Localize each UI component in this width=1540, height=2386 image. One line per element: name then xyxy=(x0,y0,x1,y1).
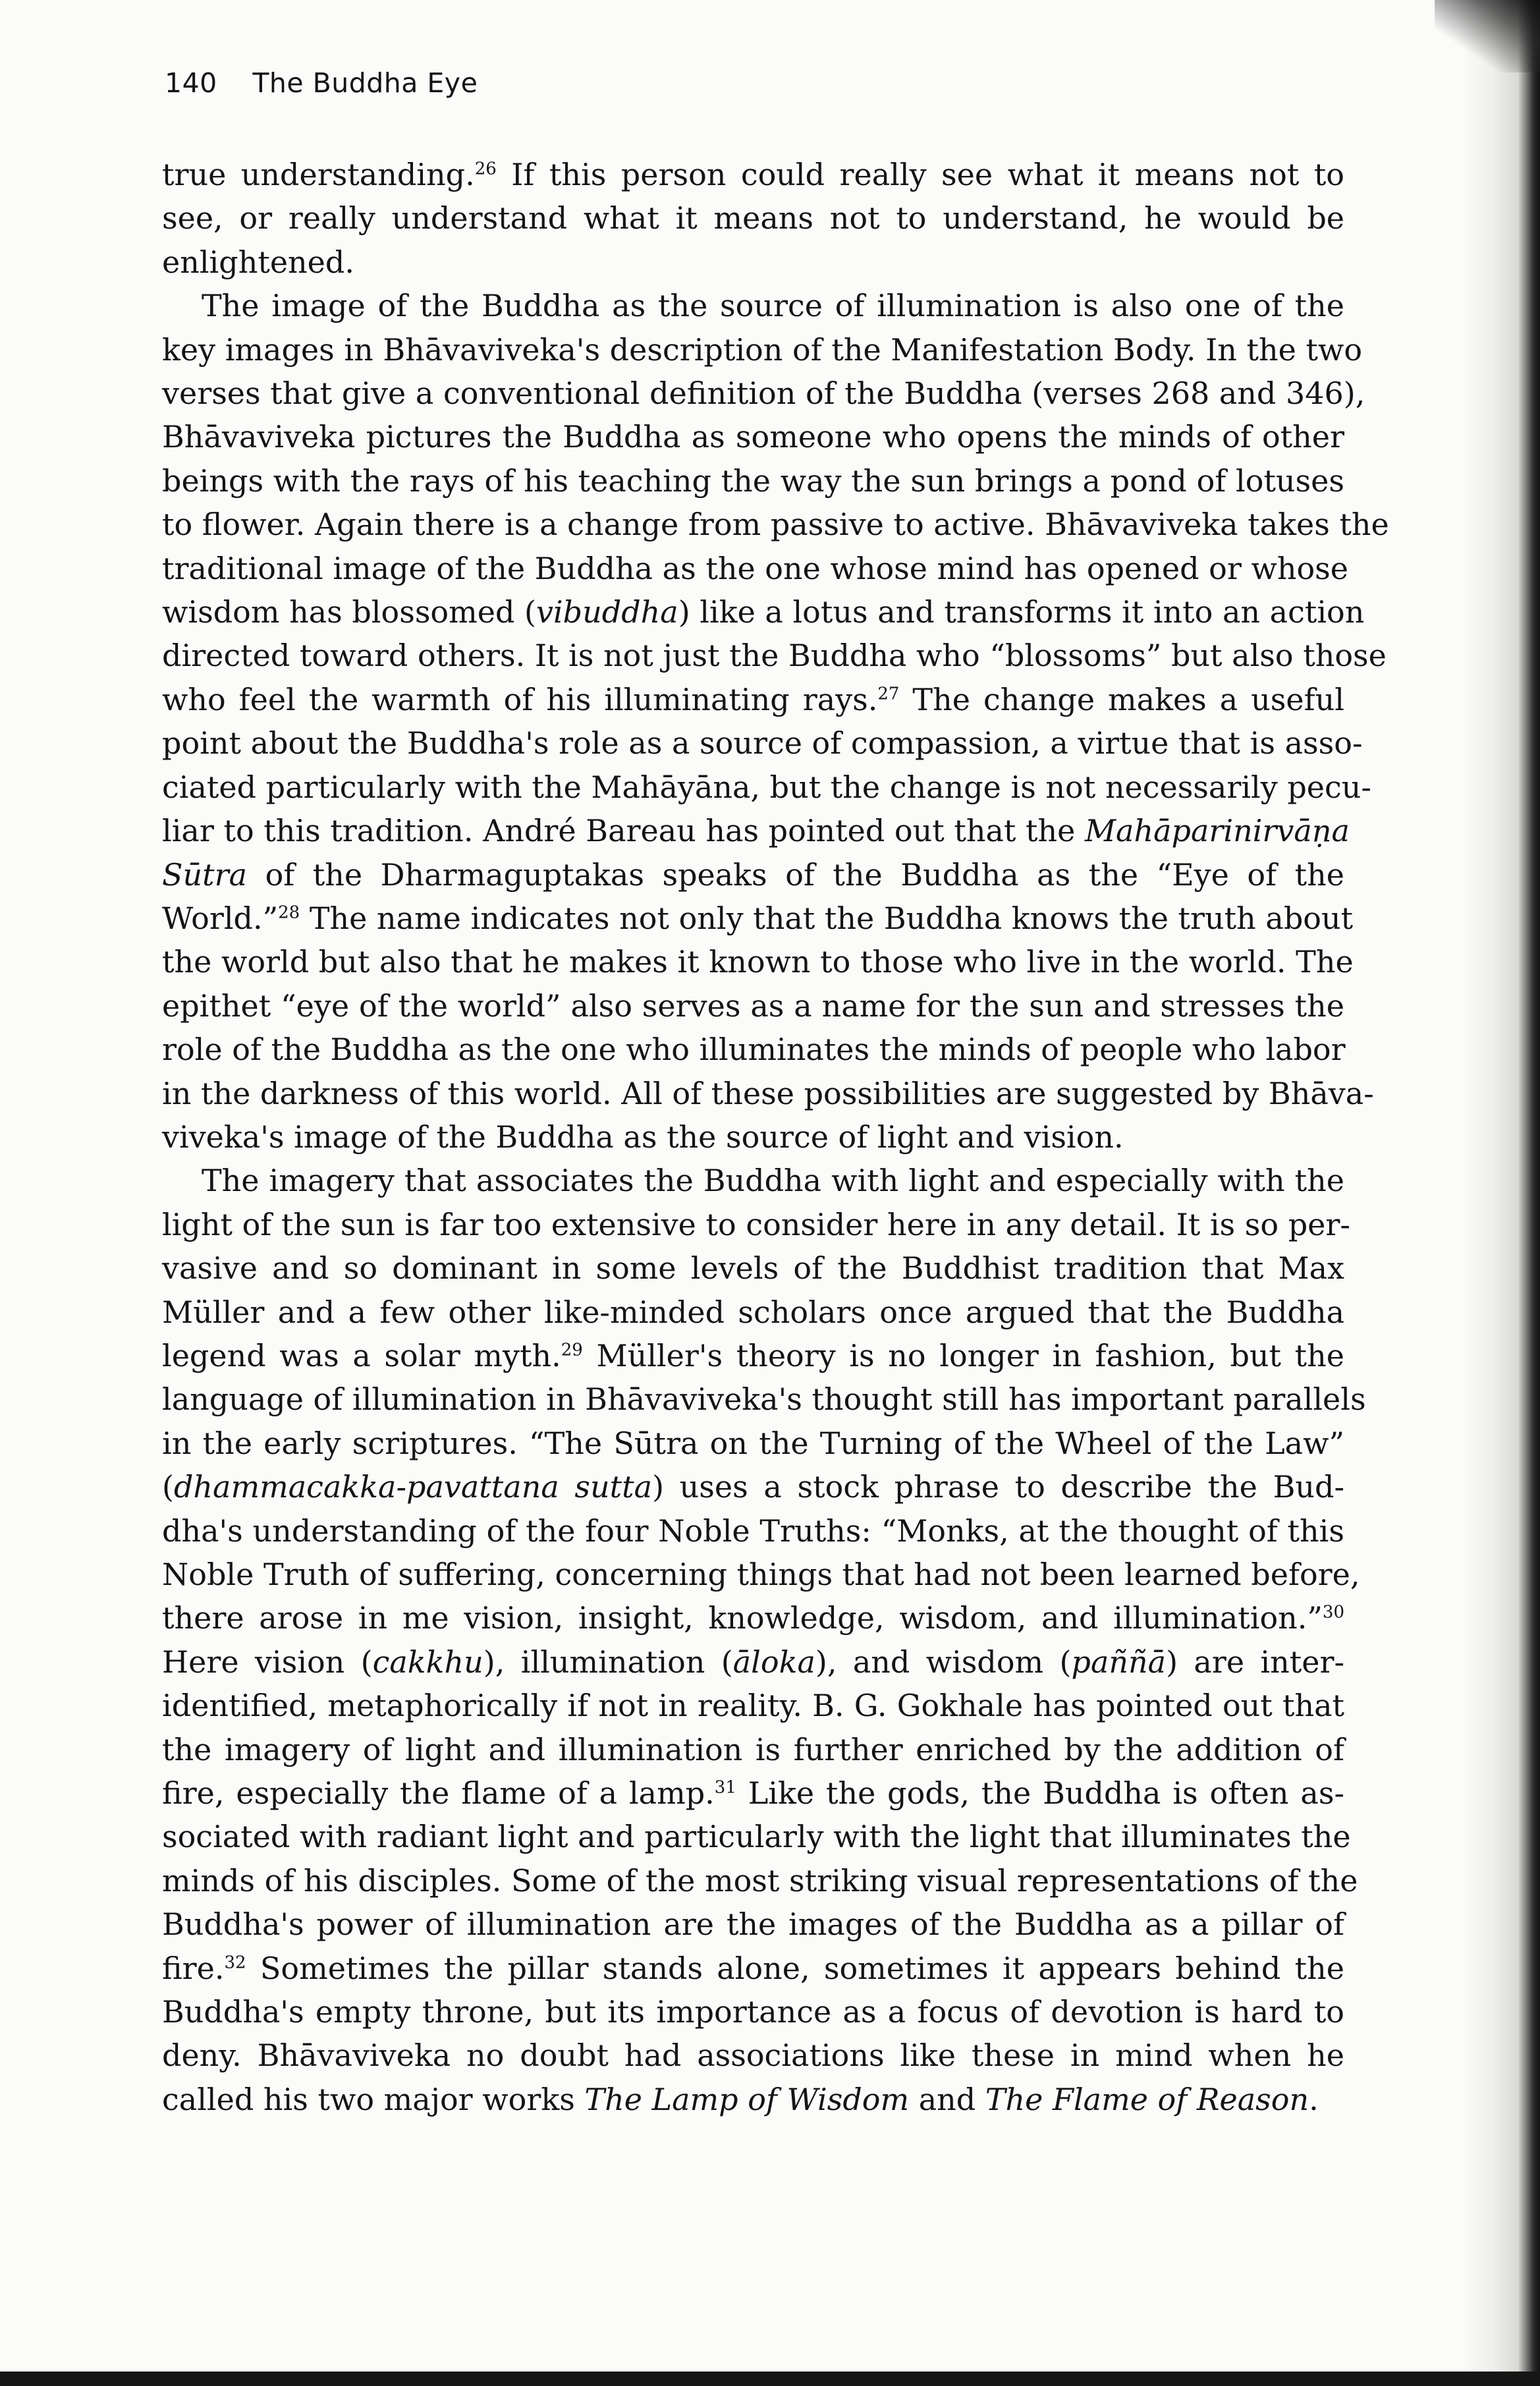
text-line: there arose in me vision, insight, knowledge, wisdom, and illumination.”$^{30}$ xyxy=(162,1600,1344,1636)
text-line: dha's understanding of the four Noble Truths: “Monks, at the thought of this xyxy=(162,1512,1344,1549)
text-line: the imagery of light and illumination is further enriched by the addition of xyxy=(162,1731,1344,1767)
text-line: the world but also that he makes it known to those who live in the world. The xyxy=(162,944,1354,980)
text-line: fire, especially the flame of a lamp.$^{31}$ Like the gods, the Buddha is often as- xyxy=(162,1775,1344,1812)
text-line: viveka's image of the Buddha as the source of light and vision. xyxy=(162,1119,1124,1155)
footnote-ref: 27 xyxy=(877,684,900,704)
text-line: sociated with radiant light and particularly with the light that illuminates the xyxy=(162,1819,1351,1855)
footnote-ref: 26 xyxy=(474,159,497,179)
page-corner-shadow xyxy=(1435,0,1540,72)
text-line: traditional image of the Buddha as the one whose mind has opened or whose xyxy=(162,550,1349,586)
running-title: The Buddha Eye xyxy=(252,67,478,99)
text-line: Buddha's empty throne, but its importance as a focus of devotion is hard to xyxy=(162,1994,1344,2030)
footnote-ref: 29 xyxy=(561,1340,583,1360)
page-number: 140 xyxy=(165,67,217,99)
text-line: deny. Bhāvaviveka no doubt had associations like these in mind when he xyxy=(162,2038,1344,2074)
paragraph-3 xyxy=(162,1159,1366,2121)
text-line: World.”$^{28}$ The name indicates not only that the Buddha knows the truth about xyxy=(162,900,1354,936)
text-line: called his two major works The Lamp of Wisdom and The Flame of Reason. xyxy=(162,2081,1319,2117)
paragraph-1 xyxy=(162,153,1344,284)
text-line: Noble Truth of suffering, concerning things that had not been learned before, xyxy=(162,1557,1360,1592)
text-line: light of the sun is far too extensive to consider here in any detail. It is so per- xyxy=(162,1206,1350,1242)
text-line: (dhammacakka-pavattana sutta) uses a stock phrase to describe the Bud- xyxy=(162,1469,1344,1505)
text-line: point about the Buddha's role as a source of compassion, a virtue that is asso- xyxy=(162,725,1363,762)
text-line: see, or really understand what it means not to understand, he would be xyxy=(162,200,1344,236)
text-line: ciated particularly with the Mahāyāna, but the change is not necessarily pecu- xyxy=(162,769,1371,805)
text-line: verses that give a conventional definition of the Buddha (verses 268 and 346), xyxy=(162,375,1365,412)
text-line: Bhāvaviveka pictures the Buddha as someone who opens the minds of other xyxy=(162,419,1344,455)
body-text xyxy=(162,153,1389,2121)
text-line: fire.$^{32}$ Sometimes the pillar stands alone, sometimes it appears behind the xyxy=(162,1950,1344,1986)
text-line: legend was a solar myth.$^{29}$ Müller's theory is no longer in fashion, but the xyxy=(162,1337,1344,1373)
text-line: Sūtra of the Dharmaguptakas speaks of the Buddha as the “Eye of the xyxy=(162,856,1344,893)
text-line: language of illumination in Bhāvaviveka's thought still has important parallels xyxy=(162,1381,1366,1418)
running-head xyxy=(165,67,478,99)
paragraph-2 xyxy=(162,284,1389,1159)
text-line: identified, metaphorically if not in reality. B. G. Gokhale has pointed out that xyxy=(162,1688,1344,1724)
scan-bottom-edge xyxy=(0,2372,1540,2386)
text-line: vasive and so dominant in some levels of the Buddhist tradition that Max xyxy=(162,1250,1344,1287)
footnote-ref: 30 xyxy=(1322,1603,1344,1623)
text-line: true understanding.$^{26}$ If this person could really see what it means not to xyxy=(162,157,1344,192)
text-line: Müller and a few other like-minded scholars once argued that the Buddha xyxy=(162,1294,1344,1330)
text-line: who feel the warmth of his illuminating rays.$^{27}$ The change makes a useful xyxy=(162,681,1344,717)
text-line: to flower. Again there is a change from passive to active. Bhāvaviveka takes the xyxy=(162,507,1389,543)
footnote-ref: 32 xyxy=(224,1953,246,1973)
footnote-ref: 31 xyxy=(714,1777,736,1798)
text-line: epithet “eye of the world” also serves as a name for the sun and stresses the xyxy=(162,987,1344,1024)
text-line: in the darkness of this world. All of these possibilities are suggested by Bhāva- xyxy=(162,1075,1374,1111)
text-line: The image of the Buddha as the source of illumination is also one of the xyxy=(202,288,1344,324)
text-line: minds of his disciples. Some of the most striking visual representations of the xyxy=(162,1862,1358,1899)
text-line: beings with the rays of his teaching the way the sun brings a pond of lotuses xyxy=(162,462,1344,499)
footnote-ref: 28 xyxy=(278,902,300,923)
text-line: liar to this tradition. André Bareau has pointed out that the Mahāparinirvāṇa xyxy=(162,813,1350,849)
text-line: key images in Bhāvaviveka's description of the Manifestation Body. In the two xyxy=(162,331,1363,368)
page-edge-shadow xyxy=(1461,0,1540,2386)
text-line: The imagery that associates the Buddha with light and especially with the xyxy=(202,1163,1344,1199)
text-line: Here vision (cakkhu), illumination (āloka), and wisdom (paññā) are inter- xyxy=(162,1644,1345,1680)
text-line: enlightened. xyxy=(162,244,354,280)
text-line: role of the Buddha as the one who illuminates the minds of people who labor xyxy=(162,1032,1346,1068)
text-line: directed toward others. It is not just the Buddha who “blossoms” but also those xyxy=(162,638,1387,674)
text-line: Buddha's power of illumination are the images of the Buddha as a pillar of xyxy=(162,1906,1344,1943)
text-line: in the early scriptures. “The Sūtra on the Turning of the Wheel of the Law” xyxy=(162,1425,1344,1461)
text-line: wisdom has blossomed (vibuddha) like a lotus and transforms it into an action xyxy=(162,594,1365,630)
